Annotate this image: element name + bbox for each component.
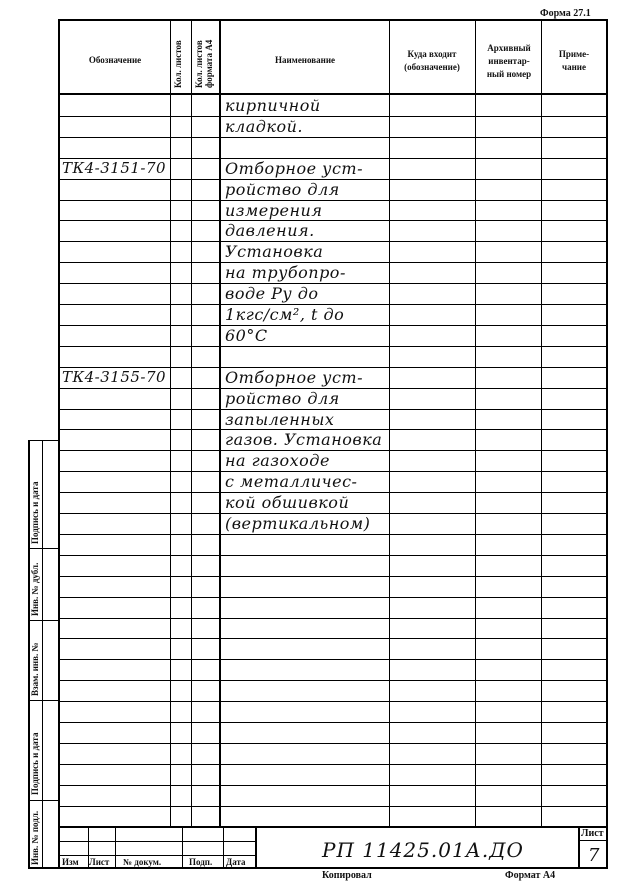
stamp-list: Лист: [89, 857, 110, 867]
side-stamp-top: [28, 440, 60, 441]
row-line: [58, 220, 608, 221]
row-name: ройство для: [225, 389, 340, 408]
row-line: [58, 534, 608, 535]
stamp-podp: Подп.: [189, 857, 213, 867]
side-label-sign-date-2: Подпись и дата: [30, 481, 40, 544]
col-line-5: [475, 19, 476, 827]
stamp-v3: [182, 826, 183, 868]
header-archive-line1: Архивный: [487, 43, 531, 53]
row-designation: ТК4-3155-70: [62, 368, 167, 386]
row-line: [58, 785, 608, 786]
row-name: кирпичной: [225, 96, 321, 115]
header-archive-line3: ный номер: [486, 69, 532, 79]
row-name: ройство для: [225, 180, 340, 199]
col-line-3: [219, 19, 221, 827]
row-designation: ТК4-3151-70: [62, 159, 167, 177]
row-line: [58, 555, 608, 556]
row-name: воде Ру до: [225, 284, 319, 303]
stamp-data: Дата: [226, 857, 246, 867]
side-label-inv-podl: Инв. № подл.: [30, 810, 40, 865]
row-line: [58, 680, 608, 681]
side-stamp-div4: [28, 800, 60, 801]
row-name: кладкой.: [225, 117, 303, 136]
frame-right: [606, 19, 608, 869]
row-name: давления.: [225, 221, 315, 240]
row-name: 1кгс/см², t до: [225, 305, 345, 324]
row-name: 60°С: [225, 326, 268, 345]
row-name: Установка: [225, 242, 324, 261]
header-designation: Обозначение: [88, 55, 142, 65]
col-line-1: [170, 19, 171, 827]
row-line: [58, 722, 608, 723]
document-code: РП 11425.01А.ДО: [322, 838, 524, 862]
row-name: Отборное уст-: [225, 159, 363, 178]
side-label-inv-dubl: Инв. № дубл.: [30, 562, 40, 616]
row-name: запыленных: [225, 410, 335, 429]
row-line: [58, 764, 608, 765]
row-name: Отборное уст-: [225, 368, 363, 387]
stamp-sheet-label: Лист: [581, 828, 604, 839]
header-note: [542, 48, 606, 74]
frame-top: [58, 19, 608, 21]
row-line: [58, 241, 608, 242]
row-line: [58, 638, 608, 639]
header-divider: [58, 93, 608, 95]
header-archive-line2: инвентар-: [488, 56, 530, 66]
header-note-line1: Приме-: [558, 49, 590, 59]
row-name: измерения: [225, 201, 323, 220]
row-name: на газоходе: [225, 451, 330, 470]
row-line: [58, 806, 608, 807]
row-line: [58, 659, 608, 660]
side-label-sign-date-1: Подпись и дата: [30, 732, 40, 795]
row-name: кой обшивкой: [225, 493, 350, 512]
row-line: [58, 116, 608, 117]
row-line: [58, 618, 608, 619]
row-line: [58, 576, 608, 577]
stamp-v5: [255, 826, 257, 868]
row-name: газов. Установка: [225, 430, 383, 449]
header-format-count: Кол. листов формата А4: [194, 39, 214, 88]
side-label-vzam-inv: Взам. инв. №: [30, 642, 40, 696]
row-line: [58, 346, 608, 347]
row-line: [58, 325, 608, 326]
stamp-v2: [115, 826, 116, 868]
col-line-4: [389, 19, 390, 827]
stamp-izm: Изм: [62, 857, 79, 867]
frame-left: [58, 19, 60, 869]
row-line: [58, 200, 608, 201]
footer-copied: Копировал: [322, 870, 372, 881]
footer-format: Формат А4: [505, 870, 556, 881]
header-where-used-line1: Куда входит: [407, 49, 457, 59]
row-line: [58, 743, 608, 744]
row-name: (вертикальном): [225, 514, 371, 533]
row-line: [58, 450, 608, 451]
header-note-line2: чание: [562, 62, 586, 72]
side-stamp-div1: [28, 548, 60, 549]
stamp-top: [58, 826, 608, 828]
header-sheet-count: Кол. листов: [173, 40, 183, 88]
header-archive: [476, 42, 542, 81]
row-line: [58, 597, 608, 598]
row-name: на трубопро-: [225, 263, 346, 282]
row-line: [58, 137, 608, 138]
header-where-used: [390, 48, 474, 74]
stamp-v4: [223, 826, 224, 868]
side-stamp-div2: [28, 620, 60, 621]
form-label: Форма 27.1: [540, 8, 591, 19]
stamp-doc-no: № докум.: [123, 857, 162, 867]
row-line: [58, 701, 608, 702]
stamp-v6: [578, 826, 580, 868]
header-where-used-line2: (обозначение): [404, 62, 460, 72]
side-stamp-div3: [28, 700, 60, 701]
stamp-sheet-div: [578, 840, 608, 841]
row-line: [58, 283, 608, 284]
col-line-6: [541, 19, 542, 827]
stamp-sheet-number: 7: [588, 845, 600, 866]
header-name: Наименование: [275, 55, 335, 65]
col-line-2: [191, 19, 192, 827]
row-name: с металличес-: [225, 472, 358, 491]
side-stamp-mid: [42, 440, 43, 869]
